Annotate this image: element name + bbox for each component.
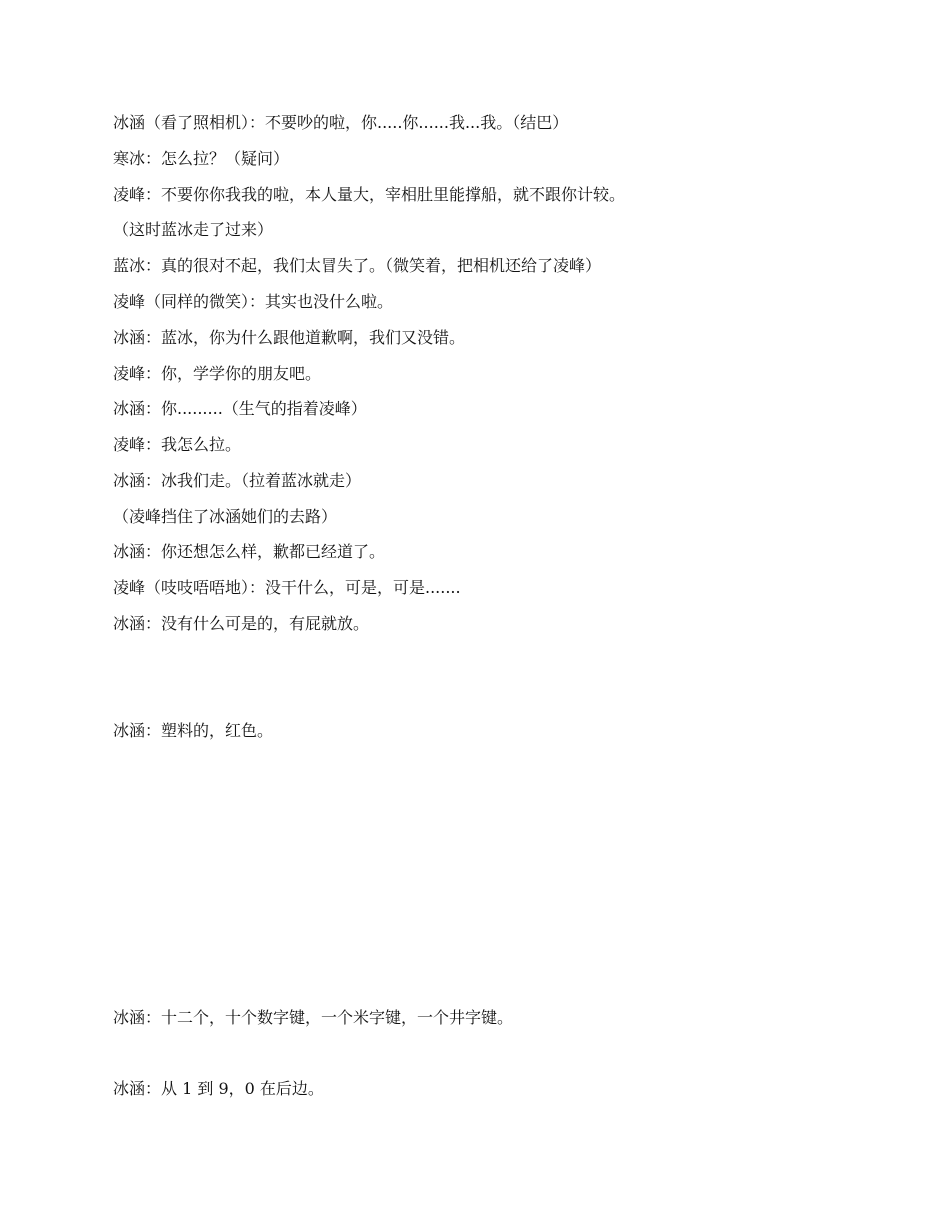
dialogue-line: 冰涵：你.........（生气的指着凌峰）: [113, 399, 367, 418]
dialogue-line: 冰涵：冰我们走。（拉着蓝冰就走）: [113, 471, 362, 490]
dialogue-line: 冰涵：塑料的，红色。: [113, 721, 274, 740]
stage-direction-line: （这时蓝冰走了过来）: [113, 220, 274, 239]
dialogue-line: 凌峰：我怎么拉。: [113, 435, 242, 454]
dialogue-line: 寒冰：怎么拉？（疑问）: [113, 149, 290, 168]
dialogue-line: 凌峰：不要你你我我的啦，本人量大，宰相肚里能撑船，就不跟你计较。: [113, 185, 626, 204]
dialogue-line: 冰涵：蓝冰，你为什么跟他道歉啊，我们又没错。: [113, 328, 466, 347]
dialogue-line: 冰涵：你还想怎么样，歉都已经道了。: [113, 542, 386, 561]
dialogue-line: 冰涵：十二个，十个数字键，一个米字键，一个井字键。: [113, 1008, 514, 1027]
dialogue-line: 冰涵：从 1 到 9，0 在后边。: [113, 1079, 324, 1098]
dialogue-line: 冰涵：没有什么可是的，有屁就放。: [113, 614, 370, 633]
dialogue-line: 冰涵（看了照相机）：不要吵的啦，你.....你......我...我。（结巴）: [113, 113, 569, 132]
dialogue-line: 凌峰（同样的微笑）：其实也没什么啦。: [113, 292, 394, 311]
stage-direction-line: （凌峰挡住了冰涵她们的去路）: [113, 507, 338, 526]
dialogue-line: 凌峰：你，学学你的朋友吧。: [113, 364, 322, 383]
dialogue-line: 凌峰（吱吱唔唔地）：没干什么，可是，可是.......: [113, 578, 461, 597]
dialogue-line: 蓝冰：真的很对不起，我们太冒失了。（微笑着，把相机还给了凌峰）: [113, 256, 602, 275]
